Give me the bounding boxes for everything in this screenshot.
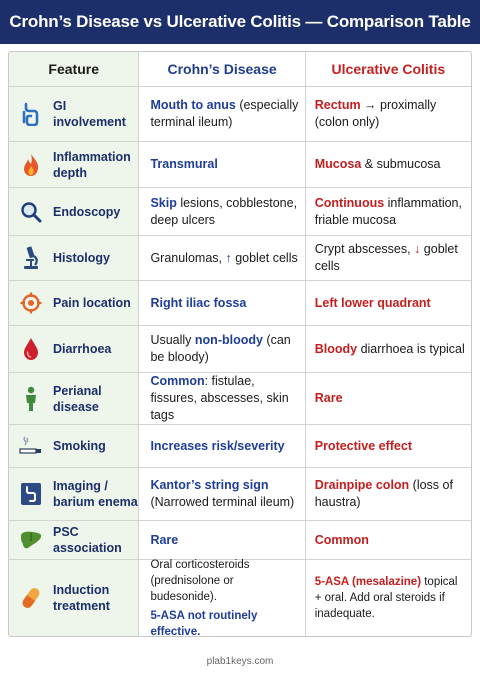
crohns-text: (Narrowed terminal ileum) <box>150 495 295 509</box>
feature-cell <box>9 468 139 520</box>
table-row <box>9 187 471 235</box>
crohns-highlight: Increases risk/severity <box>150 438 285 453</box>
uc-highlight: Protective effect <box>314 438 412 453</box>
table-row <box>9 235 471 280</box>
uc-cell <box>306 373 471 424</box>
uc-cell <box>306 236 471 280</box>
table-row <box>9 141 471 187</box>
feature-cell <box>9 425 139 467</box>
crohns-text: : fistulae, fissures, abscesses, skin tags <box>150 374 289 422</box>
page-title: Crohn’s Disease vs Ulcerative Colitis — Comparison Table <box>0 0 480 44</box>
crohns-highlight: non-bloody <box>194 333 263 347</box>
uc-text: → proximally (colon only) <box>314 98 437 129</box>
uc-highlight: Rare <box>314 391 343 405</box>
table-row <box>9 372 471 424</box>
crohns-highlight: Mouth to anus <box>150 98 236 112</box>
crohns-cell <box>139 468 305 520</box>
arrow-up-icon: ↑ <box>225 250 232 265</box>
crohns-cell <box>139 521 305 559</box>
crohns-highlight: Skip <box>150 195 177 210</box>
uc-highlight: 5-ASA (mesalazine) <box>314 576 422 588</box>
target-icon <box>19 290 43 316</box>
uc-cell <box>306 188 471 235</box>
feature-cell <box>9 326 139 372</box>
crohns-cell <box>139 326 305 372</box>
intestine-icon <box>19 101 43 127</box>
uc-highlight: Rectum <box>314 98 361 112</box>
pill-icon <box>19 585 43 611</box>
uc-cell <box>306 521 471 559</box>
feature-cell <box>9 188 139 235</box>
crohns-highlight: Rare <box>150 532 179 547</box>
crohns-cell <box>139 373 305 424</box>
crohns-text: Usually <box>150 333 195 347</box>
uc-text: Crypt abscesses, <box>314 242 415 256</box>
feature-cell <box>9 281 139 325</box>
uc-cell <box>306 560 471 636</box>
arrow-down-icon: ↓ <box>414 242 421 256</box>
table-row <box>9 86 471 141</box>
feature-label: GI involvement <box>53 99 126 129</box>
table-row <box>9 467 471 520</box>
header-uc: Ulcerative Colitis <box>331 60 446 77</box>
header-crohns: Crohn’s Disease <box>139 52 305 86</box>
feature-label: Smoking <box>53 439 106 453</box>
uc-text: topical + oral. Add oral steroids if inadequate. <box>314 576 458 620</box>
feature-label: Inflammation depth <box>53 149 131 180</box>
uc-cell <box>306 425 471 467</box>
table-row <box>9 424 471 467</box>
microscope-icon <box>19 245 43 271</box>
feature-cell <box>9 236 139 280</box>
blood-drop-icon <box>19 336 43 362</box>
uc-highlight: Left lower quadrant <box>314 295 431 310</box>
uc-highlight: Drainpipe colon <box>314 478 410 492</box>
crohns-text: Oral corticosteroids (prednisolone or budesonide). <box>150 558 250 603</box>
table-row <box>9 325 471 372</box>
crohns-text: (can be bloody) <box>150 333 291 364</box>
crohns-highlight: Transmural <box>150 157 218 171</box>
feature-cell <box>9 521 139 559</box>
feature-label: Imaging / barium enema <box>53 479 138 509</box>
uc-highlight: Continuous <box>314 195 385 210</box>
uc-cell <box>306 87 471 141</box>
crohns-highlight: 5-ASA not routinely effective. <box>150 609 258 637</box>
feature-label: Pain location <box>53 296 131 310</box>
header-feature: Feature <box>9 52 139 86</box>
feature-label: PSC association <box>53 525 122 555</box>
flame-icon <box>19 152 43 178</box>
feature-label: Perianal disease <box>53 383 102 414</box>
uc-text: (loss of haustra) <box>314 478 453 509</box>
liver-icon <box>19 527 43 553</box>
uc-cell <box>306 142 471 187</box>
feature-label: Induction treatment <box>53 583 110 613</box>
uc-highlight: Bloody <box>314 341 358 356</box>
cigarette-icon <box>19 433 43 459</box>
feature-cell <box>9 142 139 187</box>
uc-cell <box>306 281 471 325</box>
table-header-row <box>9 52 471 86</box>
crohns-cell <box>139 236 305 280</box>
crohns-text: lesions, cobblestone, deep ulcers <box>150 195 298 227</box>
feature-cell <box>9 373 139 424</box>
uc-text: inflammation, friable mucosa <box>314 195 462 227</box>
comparison-table <box>8 51 472 637</box>
uc-cell <box>306 326 471 372</box>
uc-highlight: Common <box>314 532 369 547</box>
feature-cell <box>9 560 139 636</box>
feature-label: Histology <box>53 251 110 265</box>
feature-label: Diarrhoea <box>53 342 112 356</box>
crohns-cell <box>139 142 305 187</box>
uc-text: diarrhoea is typical <box>357 341 465 356</box>
table-row <box>9 520 471 559</box>
uc-text: goblet cells <box>314 242 458 273</box>
crohns-highlight: Right iliac fossa <box>150 295 247 310</box>
uc-highlight: Mucosa <box>314 157 362 171</box>
xray-icon <box>19 481 43 507</box>
crohns-cell <box>139 87 305 141</box>
uc-text: & submucosa <box>361 157 441 171</box>
table-row <box>9 280 471 325</box>
crohns-highlight: Common <box>150 374 205 388</box>
crohns-text: goblet cells <box>231 250 298 265</box>
crohns-cell <box>139 281 305 325</box>
footer-source: plab1keys.com <box>206 656 274 667</box>
feature-label: Endoscopy <box>53 204 121 219</box>
crohns-highlight: Kantor’s string sign <box>150 478 269 492</box>
person-icon <box>19 386 43 412</box>
feature-cell <box>9 87 139 141</box>
table-row <box>9 559 471 636</box>
crohns-cell <box>139 188 305 235</box>
crohns-text: Granulomas, <box>150 250 226 265</box>
crohns-cell <box>139 560 305 636</box>
crohns-cell <box>139 425 305 467</box>
crohns-text: (especially terminal ileum) <box>150 98 299 129</box>
magnifier-icon <box>19 199 43 225</box>
uc-cell <box>306 468 471 520</box>
